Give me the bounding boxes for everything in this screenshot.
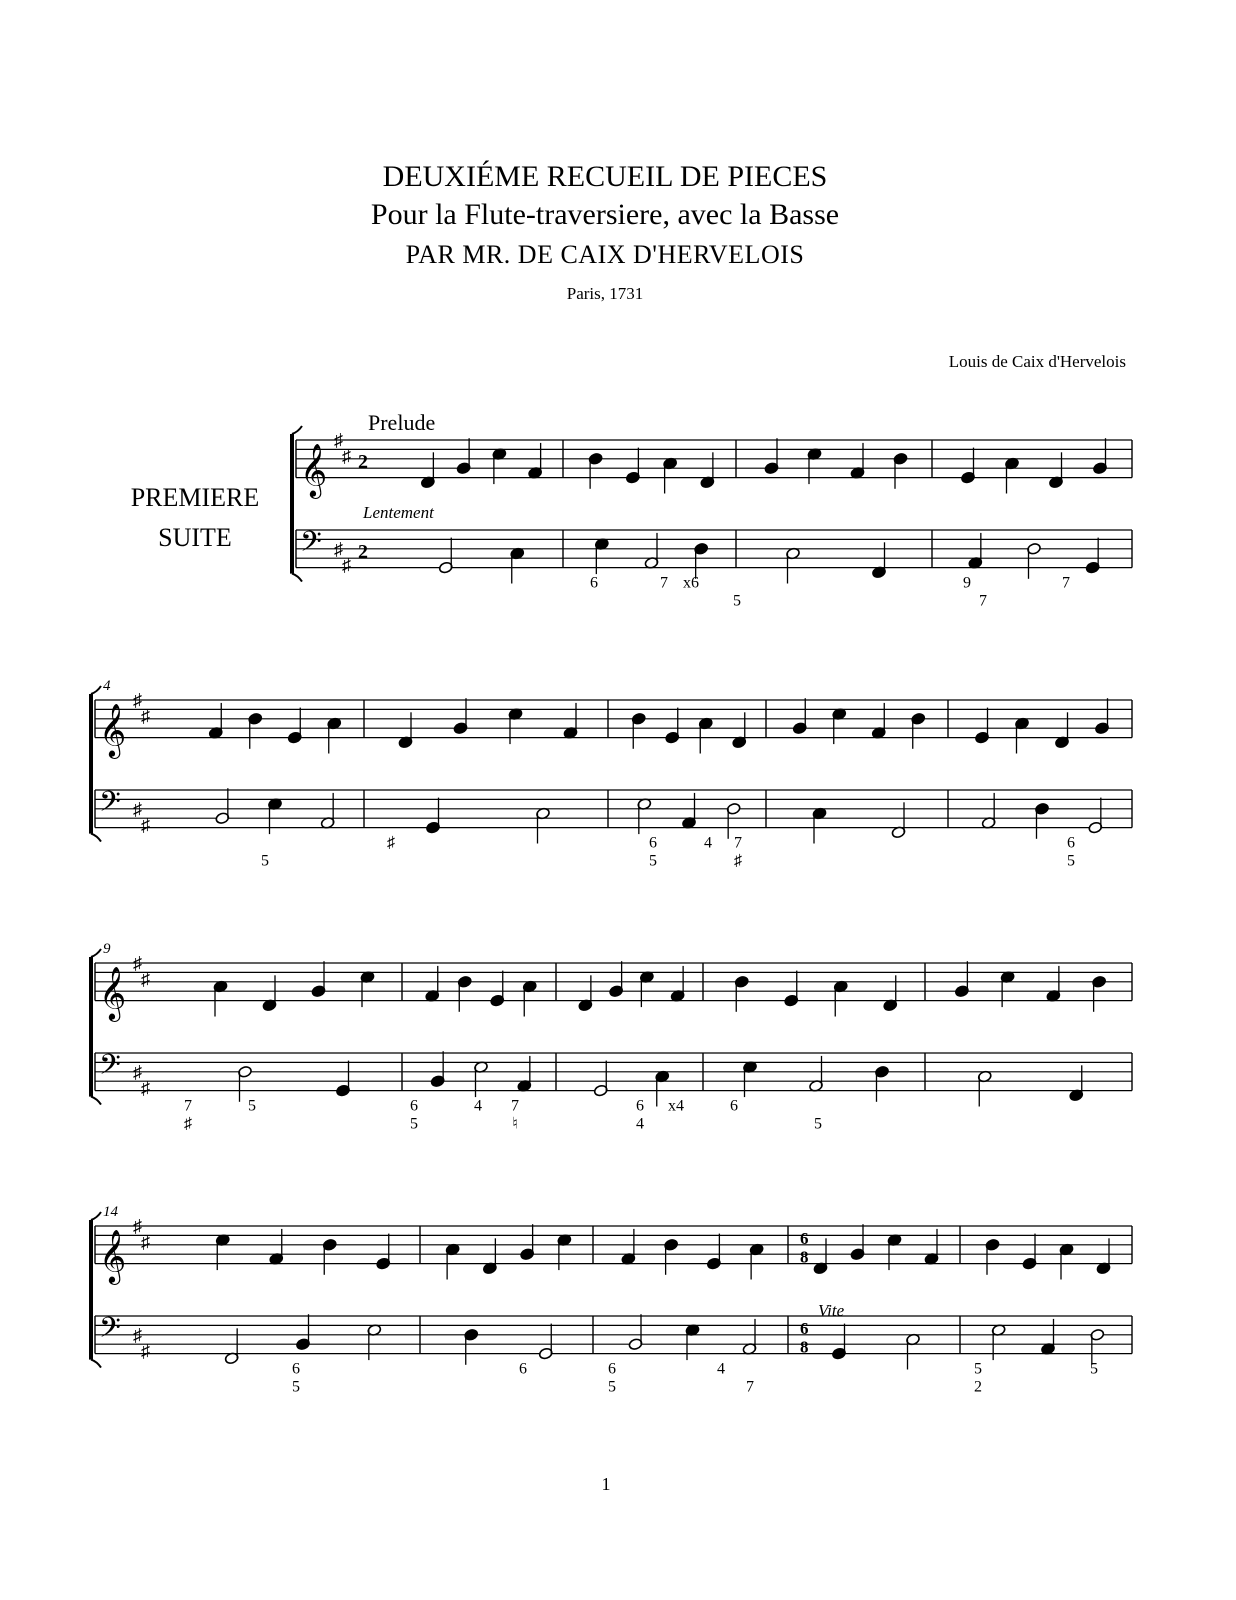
figured-bass-numeral: 6 (519, 1360, 527, 1378)
figured-bass-numeral: x4 (668, 1097, 684, 1115)
figured-bass-numeral: ♯ (387, 834, 395, 852)
measure-number: 14 (103, 1204, 118, 1220)
key-signature-sharp-icon: ♯ (334, 430, 343, 450)
tempo-marking: Lentement (363, 503, 434, 522)
treble-clef-icon: 𝄞 (300, 444, 328, 496)
key-signature-sharp-icon: ♯ (133, 1061, 142, 1082)
key-signature-sharp-icon: ♯ (141, 814, 150, 835)
figured-bass-numeral: 4 (636, 1115, 644, 1133)
tempo-marking: Vite (818, 1301, 845, 1320)
treble-clef-icon: 𝄞 (99, 1230, 127, 1282)
figured-bass-numeral: 6 (649, 834, 657, 852)
figured-bass-numeral: 5 (733, 592, 741, 610)
key-signature-sharp-icon: ♯ (133, 953, 142, 973)
figured-bass-numeral: 5 (814, 1115, 822, 1133)
time-signature: 2 (358, 451, 368, 474)
key-signature-sharp-icon: ♯ (133, 690, 142, 710)
figured-bass-numeral: ♮ (512, 1115, 518, 1133)
figured-bass-numeral: 6 (590, 574, 598, 592)
time-signature: 2 (358, 541, 368, 564)
composer-name: Louis de Caix d'Hervelois (948, 352, 1126, 371)
figured-bass-numeral: 7 (184, 1097, 192, 1115)
bass-staff (95, 787, 1132, 828)
figured-bass-numeral: 9 (963, 574, 971, 592)
figured-bass-numeral: 6 (1067, 834, 1075, 852)
measure-number: 9 (103, 941, 111, 957)
key-signature-sharp-icon: ♯ (141, 706, 150, 727)
figured-bass-numeral: 5 (1067, 852, 1075, 870)
suite-label-line-2: SUITE (158, 523, 232, 552)
figured-bass-numeral: 6 (292, 1360, 300, 1378)
key-signature-sharp-icon: ♯ (133, 1216, 142, 1236)
figured-bass-numeral: 5 (292, 1378, 300, 1396)
time-signature-denominator: 8 (800, 1247, 809, 1267)
figured-bass-numeral: 2 (974, 1378, 982, 1396)
figured-bass-numeral: 6 (730, 1097, 738, 1115)
key-signature-sharp-icon: ♯ (141, 1340, 150, 1361)
time-signature-numerator: 6 (800, 1318, 809, 1338)
place-date: Paris, 1731 (566, 284, 644, 303)
figured-bass-numeral: 5 (261, 852, 269, 870)
key-signature-sharp-icon: ♯ (133, 798, 142, 819)
figured-bass-numeral: 7 (734, 834, 742, 852)
score-system (91, 686, 1132, 844)
figured-bass-numeral: 4 (717, 1360, 725, 1378)
figured-bass-numeral: 4 (474, 1097, 482, 1115)
collection-subtitle: Pour la Flute-traversiere, avec la Basse (370, 198, 840, 231)
treble-staff (95, 1226, 1132, 1264)
key-signature-sharp-icon: ♯ (133, 1324, 142, 1345)
measure-number: 4 (103, 678, 111, 694)
score-system (91, 949, 1132, 1107)
figured-bass-numeral: 5 (649, 852, 657, 870)
figured-bass-numeral: 6 (608, 1360, 616, 1378)
score-system (91, 1212, 1132, 1370)
page-number: 1 (601, 1474, 611, 1494)
figured-bass-numeral: 6 (410, 1097, 418, 1115)
figured-bass-numeral: 7 (660, 574, 668, 592)
author-line: PAR MR. DE CAIX D'HERVELOIS (405, 240, 805, 269)
figured-bass-numeral: ♯ (734, 852, 742, 870)
treble-clef-icon: 𝄞 (99, 967, 127, 1019)
figured-bass-numeral: 7 (979, 592, 987, 610)
figured-bass-numeral: 7 (1062, 574, 1070, 592)
bass-clef-icon: 𝄢 (99, 1313, 121, 1351)
treble-clef-icon: 𝄞 (99, 704, 127, 756)
key-signature-sharp-icon: ♯ (334, 538, 343, 559)
bass-clef-icon: 𝄢 (99, 1050, 121, 1088)
suite-label-line-1: PREMIERE (130, 483, 260, 512)
key-signature-sharp-icon: ♯ (141, 1232, 150, 1253)
figured-bass-numeral: 4 (704, 834, 712, 852)
figured-bass-numeral: x6 (683, 574, 699, 592)
figured-bass-numeral: 5 (974, 1360, 982, 1378)
bass-clef-icon: 𝄢 (300, 527, 322, 565)
time-signature-numerator: 6 (800, 1228, 809, 1248)
figured-bass-numeral: 7 (746, 1378, 754, 1396)
key-signature-sharp-icon: ♯ (342, 554, 351, 575)
figured-bass-numeral: ♯ (184, 1115, 192, 1133)
bass-clef-icon: 𝄢 (99, 787, 121, 825)
figured-bass-numeral: 5 (248, 1097, 256, 1115)
figured-bass-numeral: 5 (1090, 1360, 1098, 1378)
key-signature-sharp-icon: ♯ (141, 969, 150, 990)
key-signature-sharp-icon: ♯ (141, 1077, 150, 1098)
key-signature-sharp-icon: ♯ (342, 446, 351, 467)
time-signature-denominator: 8 (800, 1337, 809, 1357)
bass-staff (296, 527, 1132, 568)
figured-bass-numeral: 7 (511, 1097, 519, 1115)
figured-bass-numeral: 5 (608, 1378, 616, 1396)
collection-title: DEUXIÉME RECUEIL DE PIECES (382, 160, 828, 193)
figured-bass-numeral: 5 (410, 1115, 418, 1133)
movement-title: Prelude (368, 410, 436, 435)
bass-staff (95, 1313, 1132, 1354)
figured-bass-numeral: 6 (636, 1097, 644, 1115)
